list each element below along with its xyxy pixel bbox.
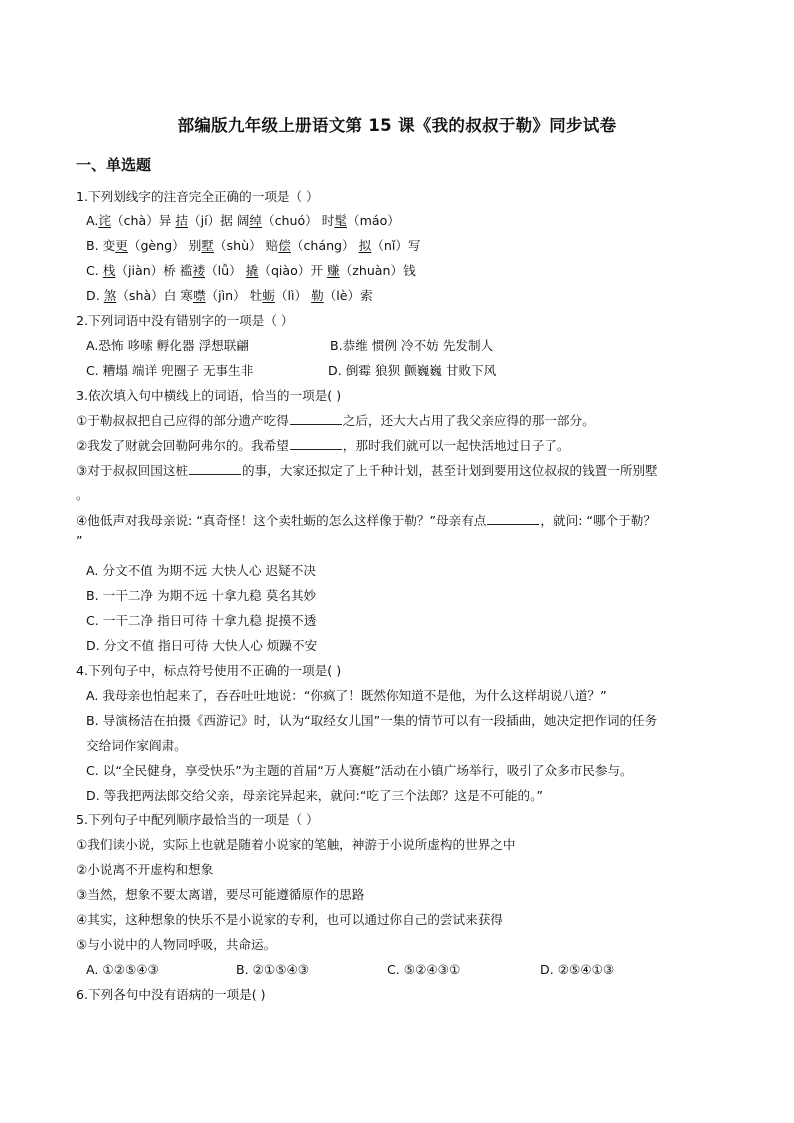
option-text: （cháng） [290,238,359,253]
question-4-stem: 4.下列句子中，标点符号使用不正确的一项是( ) [76,663,342,678]
sentence-text: ，就问: “哪个于勒？ [540,513,656,528]
underlined-char: 撬 [245,263,259,278]
page-title: 部编版九年级上册语文第 15 课《我的叔叔于勒》同步试卷 [177,116,617,135]
question-3-sentence-2 [76,437,569,455]
question-1-option-a[interactable] [86,212,400,230]
question-3-option-c[interactable]: C. 一干二净 指日可待 十拿九稳 捉摸不透 [86,613,317,628]
option-text: （chà）异 [111,213,176,228]
sentence-text: 的事，大家还拟定了上千种计划，甚至计划到要用这位叔叔的钱置一所别墅 [242,463,658,478]
underlined-char: 煞 [103,288,117,303]
question-2-option-a[interactable]: A.恐怖 哆嗦 孵化器 浮想联翩 [86,338,249,353]
option-label: D. [86,288,104,303]
option-text: （jí）据 阔 [188,213,250,228]
question-4-option-a[interactable]: A. 我母亲也怕起来了，吞吞吐吐地说：“你疯了！既然你知道不是他，为什么这样胡说八道？” [86,688,607,703]
option-text: （máo） [346,213,400,228]
underlined-char: 拮 [175,213,189,228]
option-text: （qiào）开 [258,263,328,278]
question-3-sentence-4-end: ” [76,533,83,548]
fill-blank [290,437,342,450]
underlined-char: 诧 [98,213,111,228]
fill-blank [487,512,539,525]
underlined-char: 蛎 [262,288,275,303]
option-text: （jìn） 牡 [205,288,263,303]
underlined-char: 拟 [358,238,372,253]
sentence-text: ③对于叔叔回国这桩 [76,463,189,478]
question-3-sentence-3 [76,462,658,480]
underlined-char: 绰 [249,213,262,228]
question-5-sentence-5: ⑤与小说中的人物同呼吸，共命运。 [76,937,277,952]
question-1-option-c[interactable] [86,262,416,280]
underlined-char: 噤 [192,288,206,303]
option-text: （lè）索 [323,288,373,303]
underlined-char: 赚 [327,263,340,278]
option-label: B. 变 [86,238,116,253]
question-1-option-b[interactable] [86,237,421,255]
sentence-text: ，那时我们就可以一起快活地过日子了。 [342,438,570,453]
question-3-option-b[interactable]: B. 一干二净 为期不远 十拿九稳 莫名其妙 [86,588,317,603]
question-4-option-b[interactable]: B. 导演杨洁在拍摄《西游记》时，认为“取经女儿国”一集的情节可以有一段插曲，她决定把作词的任务 [86,713,658,728]
question-3-sentence-3-end: 。 [76,487,89,502]
underlined-char: 更 [115,238,128,253]
option-text: （lì） [274,288,312,303]
question-5-sentence-2: ②小说离不开虚构和想象 [76,862,214,877]
option-text: （lǚ） [205,263,246,278]
question-4-option-b-continued: 交给词作家阎肃。 [86,738,187,753]
question-5-sentence-4: ④其实，这种想象的快乐不是小说家的专利，也可以通过你自己的尝试来获得 [76,912,503,927]
option-text: （nǐ）写 [371,238,421,253]
option-text: （jiàn）桥 褴 [115,263,193,278]
underlined-char: 墅 [201,238,214,253]
underlined-char: 髦 [334,213,347,228]
question-4-option-c[interactable]: C. 以“全民健身，享受快乐”为主题的首届“万人赛艇”活动在小镇广场举行，吸引了众多市民参与。 [86,763,633,778]
sentence-text: 之后，还大大占用了我父亲应得的那一部分。 [342,413,595,428]
underlined-char: 褛 [192,263,206,278]
question-5-option-a[interactable]: A. ①②⑤④③ [86,962,159,977]
question-3-sentence-1 [76,412,595,430]
question-5-option-c[interactable]: C. ⑤②④③① [387,962,461,977]
question-3-option-d[interactable]: D. 分文不值 指日可待 大快人心 烦躁不安 [86,638,318,653]
option-text: （gèng） 别 [127,238,202,253]
option-text: （shà）白 寒 [116,288,193,303]
section-heading: 一、单选题 [76,156,152,174]
question-5-option-b[interactable]: B. ②①⑤④③ [236,962,310,977]
question-4-option-d[interactable]: D. 等我把两法郎交给父亲，母亲诧异起来，就问:“吃了三个法郎？这是不可能的。” [86,788,543,803]
sentence-text: ②我发了财就会回勒阿弗尔的。我希望 [76,438,289,453]
option-text: （zhuàn）钱 [339,263,416,278]
underlined-char: 栈 [102,263,116,278]
question-3-stem: 3.依次填入句中横线上的词语，恰当的一项是( ) [76,388,342,403]
option-label: A. [86,213,99,228]
question-2-option-d[interactable]: D. 倒霉 狼狈 颤巍巍 甘败下风 [328,363,497,378]
question-6-stem: 6.下列各句中没有语病的一项是( ) [76,987,266,1002]
fill-blank [189,462,241,475]
question-5-option-d[interactable]: D. ②⑤④①③ [540,962,615,977]
question-2-stem: 2.下列词语中没有错别字的一项是（ ） [76,313,294,328]
question-2-option-b[interactable]: B.恭维 惯例 冷不妨 先发制人 [330,338,494,353]
question-5-sentence-1: ①我们读小说，实际上也就是随着小说家的笔触，神游于小说所虚构的世界之中 [76,837,516,852]
question-2-option-c[interactable]: C. 糟塌 端详 兜圈子 无事生非 [86,363,254,378]
option-text: （chuó） 时 [262,213,335,228]
question-3-option-a[interactable]: A. 分文不值 为期不远 大快人心 迟疑不决 [86,563,316,578]
sentence-text: ④他低声对我母亲说: “真奇怪！这个卖牡蛎的怎么这样像于勒？”母亲有点 [76,513,487,528]
underlined-char: 勒 [311,288,324,303]
question-5-stem: 5.下列句子中配列顺序最恰当的一项是（ ） [76,812,319,827]
question-1-option-d[interactable] [86,287,373,305]
question-3-sentence-4 [76,512,656,530]
question-5-sentence-3: ③当然，想象不要太离谱，要尽可能遵循原作的思路 [76,887,365,902]
question-1-stem: 1.下列划线字的注音完全正确的一项是（ ） [76,189,319,204]
sentence-text: ①于勒叔叔把自己应得的部分遗产吃得 [76,413,289,428]
fill-blank [290,412,342,425]
option-label: C. [86,263,103,278]
underlined-char: 偿 [278,238,291,253]
option-text: （shù） 赔 [213,238,279,253]
